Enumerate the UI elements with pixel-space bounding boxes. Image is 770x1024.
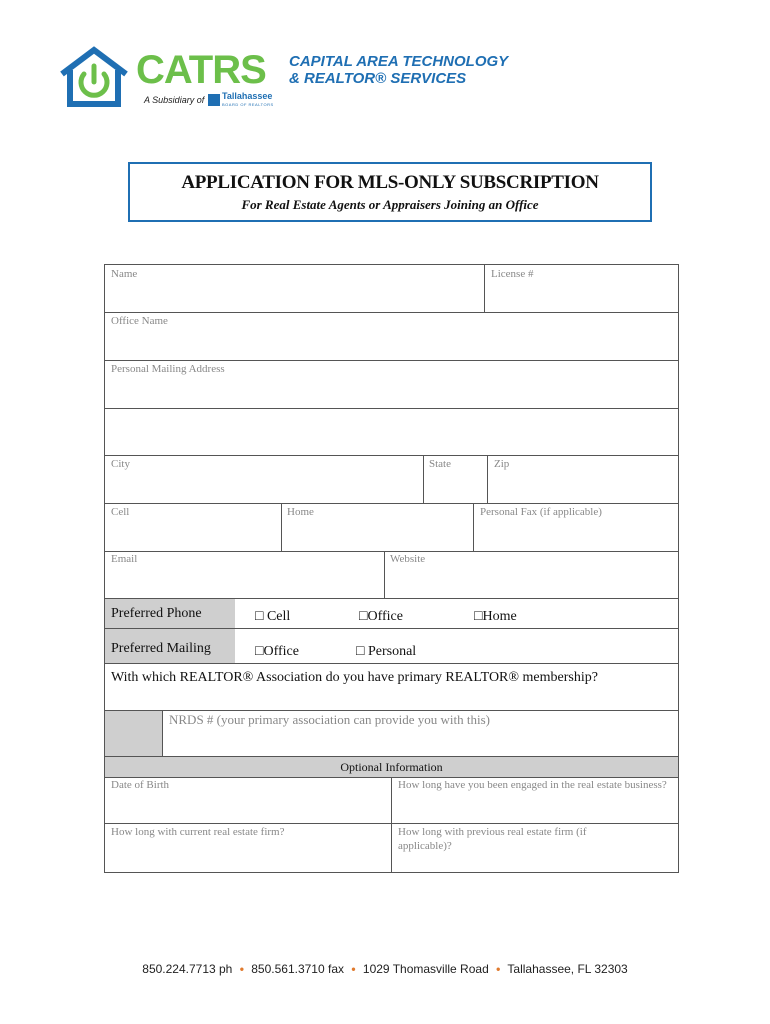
col-divider	[281, 503, 282, 551]
col-divider	[487, 455, 488, 503]
preferred-phone-cell-checkbox[interactable]: □ Cell	[255, 609, 291, 624]
application-form	[104, 264, 679, 873]
license-field[interactable]: License #	[491, 268, 534, 280]
zip-field[interactable]: Zip	[494, 458, 510, 470]
office-name-field[interactable]: Office Name	[111, 315, 168, 327]
footer-dot-icon: •	[239, 962, 244, 976]
previous-firm-field[interactable]: How long with previous real estate firm (if applicable)?	[398, 826, 587, 852]
house-power-logo-icon	[58, 46, 130, 108]
tallahassee-logo-icon	[208, 94, 220, 106]
fax-field[interactable]: Personal Fax (if applicable)	[480, 506, 602, 518]
preferred-phone-home-checkbox[interactable]: □Home	[474, 609, 517, 624]
page-subtitle: For Real Estate Agents or Appraisers Joining an Office	[241, 197, 539, 212]
nrds-field[interactable]: NRDS # (your primary association can provide you with this)	[169, 712, 490, 727]
col-divider	[423, 455, 424, 503]
state-field[interactable]: State	[429, 458, 451, 470]
subsidiary-text: A Subsidiary of	[144, 95, 205, 105]
footer-contact	[0, 962, 770, 976]
col-divider	[162, 710, 163, 756]
parent-logo-text: Tallahassee	[222, 91, 273, 101]
row-divider	[105, 710, 678, 711]
logo-tagline	[289, 53, 508, 87]
page-title: APPLICATION FOR MLS-ONLY SUBSCRIPTION	[181, 172, 599, 193]
footer-dot-icon: •	[496, 962, 501, 976]
association-question[interactable]: With which REALTOR® Association do you have primary REALTOR® membership?	[111, 670, 598, 685]
email-field[interactable]: Email	[111, 553, 138, 565]
footer-dot-icon: •	[351, 962, 356, 976]
col-divider	[384, 551, 385, 598]
row-divider	[105, 663, 678, 664]
current-firm-field[interactable]: How long with current real estate firm?	[111, 826, 285, 838]
website-field[interactable]: Website	[390, 553, 426, 565]
col-divider	[391, 777, 392, 872]
footer-phone: 850.224.7713 ph	[142, 962, 233, 976]
col-divider	[484, 265, 485, 312]
optional-info-header: Optional Information	[340, 760, 443, 774]
footer-address: 1029 Thomasville Road	[362, 962, 489, 976]
row-divider	[105, 312, 678, 313]
preferred-phone-office-checkbox[interactable]: □Office	[359, 609, 403, 624]
home-field[interactable]: Home	[287, 506, 314, 518]
parent-logo-subtext: BOARD OF REALTORS	[222, 102, 274, 107]
preferred-mailing-personal-checkbox[interactable]: □ Personal	[356, 644, 417, 659]
mailing-address-field[interactable]: Personal Mailing Address	[111, 363, 225, 375]
footer-fax: 850.561.3710 fax	[251, 962, 344, 976]
name-field[interactable]: Name	[111, 268, 138, 280]
tagline-line-1: CAPITAL AREA TECHNOLOGY	[289, 53, 509, 70]
preferred-mailing-office-checkbox[interactable]: □Office	[255, 644, 299, 659]
row-divider	[105, 408, 678, 409]
cell-field[interactable]: Cell	[111, 506, 130, 518]
catrs-logo-text: CATRS	[136, 48, 266, 92]
footer-city: Tallahassee, FL 32303	[507, 962, 628, 976]
preferred-phone-label: Preferred Phone	[111, 606, 202, 621]
dob-field[interactable]: Date of Birth	[111, 779, 170, 791]
col-divider	[473, 503, 474, 551]
row-divider	[105, 360, 678, 361]
tagline-line-2: & REALTOR® SERVICES	[289, 70, 467, 87]
engaged-field[interactable]: How long have you been engaged in the real estate business?	[398, 779, 667, 791]
row-divider	[105, 455, 678, 456]
row-divider	[105, 503, 678, 504]
nrds-shade	[105, 711, 162, 756]
city-field[interactable]: City	[111, 458, 130, 470]
preferred-mailing-label: Preferred Mailing	[111, 641, 211, 656]
title-box	[128, 162, 652, 222]
